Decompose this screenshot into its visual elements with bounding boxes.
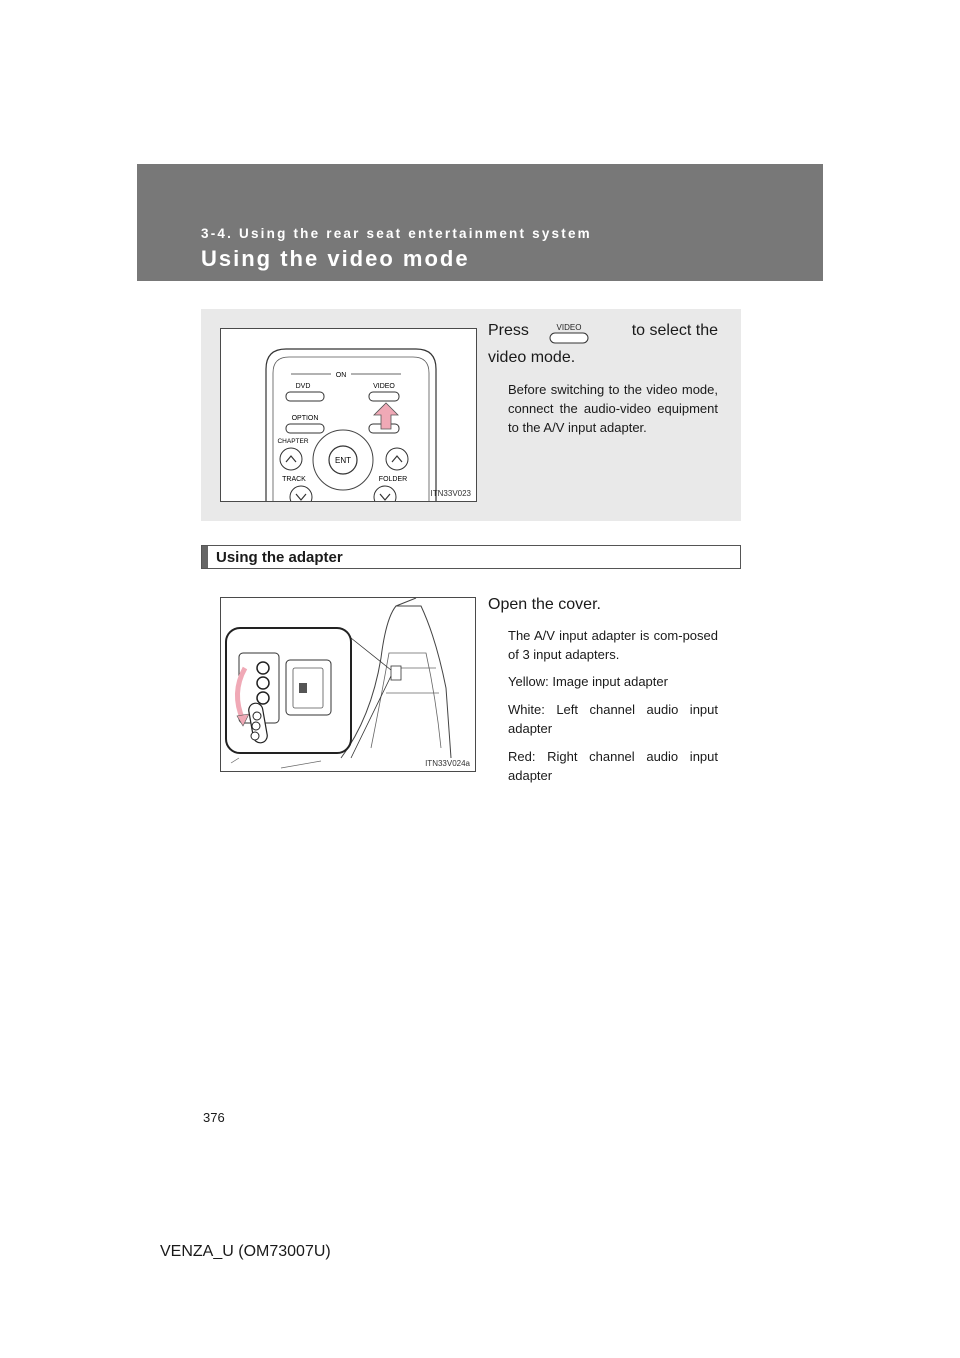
step2-note-yellow: Yellow: Image input adapter xyxy=(508,674,668,689)
step1-line2: video mode. xyxy=(488,349,576,366)
cargo-adapter-illustration xyxy=(221,598,475,771)
step2-note-red: Red: Right channel audio input adapter xyxy=(508,749,718,783)
video-key-label: VIDEO xyxy=(556,323,582,332)
step2-note-white: White: Left channel audio input adapter xyxy=(508,702,718,736)
footer-model-code: VENZA_U (OM73007U) xyxy=(160,1243,331,1260)
figure-code: ITN33V024a xyxy=(425,759,470,768)
subsection-bar xyxy=(201,545,741,569)
press-rest: to select the xyxy=(631,322,718,339)
option-label: OPTION xyxy=(291,415,319,422)
ent-label: ENT xyxy=(335,456,351,465)
step2-title: Open the cover. xyxy=(488,596,601,613)
page-number: 376 xyxy=(203,1110,225,1125)
dvd-label: DVD xyxy=(295,383,311,390)
section-header xyxy=(137,164,823,281)
subsection-marker xyxy=(202,546,208,568)
remote-control-illustration xyxy=(221,329,476,501)
chapter-label: CHAPTER xyxy=(277,438,309,445)
step1-instruction xyxy=(488,322,718,346)
step2-note-composition: The A/V input adapter is com-posed of 3 input adapters. xyxy=(508,628,718,662)
step1-note: Before switching to the video mode, connect the audio-video equipment to the A/V input adapter. xyxy=(508,382,718,435)
video-key-icon xyxy=(549,322,589,344)
folder-label: FOLDER xyxy=(378,476,408,483)
press-word: Press xyxy=(488,322,529,339)
on-label: ON xyxy=(335,372,347,379)
page-title: Using the video mode xyxy=(201,246,470,271)
section-title: 3-4. Using the rear seat entertainment system xyxy=(201,226,592,241)
adapter-figure xyxy=(220,597,476,772)
track-label: TRACK xyxy=(282,476,306,483)
subsection-title: Using the adapter xyxy=(216,549,343,566)
figure-code: ITN33V023 xyxy=(430,489,471,498)
video-label: VIDEO xyxy=(373,383,395,390)
remote-control-figure xyxy=(220,328,477,502)
